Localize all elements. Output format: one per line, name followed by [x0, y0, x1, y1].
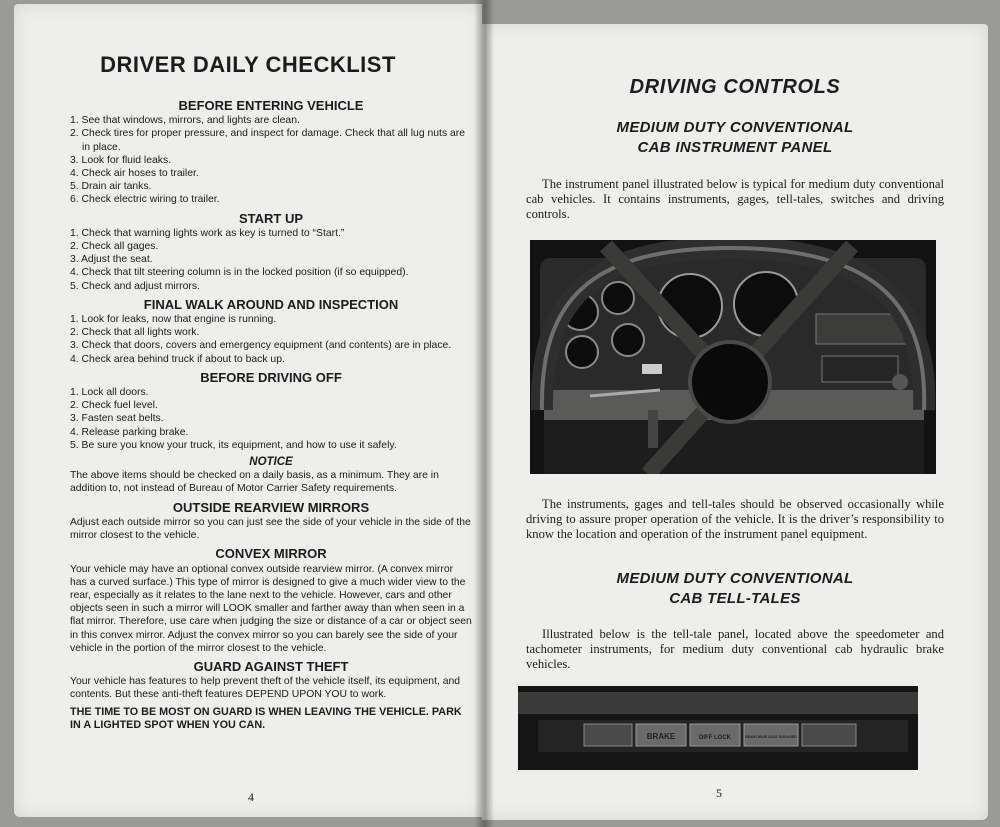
- list-item: 3. Adjust the seat.: [70, 254, 153, 266]
- list-item: 1. Look for leaks, now that engine is running.: [70, 314, 277, 326]
- subheading-instrument-panel: [482, 118, 988, 158]
- notice-text: The above items should be checked on a daily basis, as a minimum. They are in addition to, not instead of Bureau of Motor Carrier Safety requirements.: [70, 470, 439, 495]
- list-item: 2. Check fuel level.: [70, 400, 158, 412]
- section-heading-convex-mirror: CONVEX MIRROR: [215, 546, 327, 562]
- list-item: 3. Fasten seat belts.: [70, 413, 164, 425]
- section-heading-before-entering: BEFORE ENTERING VEHICLE: [178, 98, 364, 113]
- list-item: 4. Release parking brake.: [70, 426, 189, 438]
- section-heading-outside-mirrors: OUTSIDE REARVIEW MIRRORS: [172, 499, 370, 515]
- list-item: 5. Drain air tanks.: [70, 181, 152, 193]
- book-gutter: [474, 0, 494, 827]
- right-page: [482, 24, 988, 820]
- list-item: 6. Check electric wiring to trailer.: [70, 194, 220, 206]
- subheading-tell-tales: [482, 569, 988, 609]
- convex-mirror-text: Your vehicle may have an optional convex outside rearview mirror. (A convex mirror has a curved surface.) This type of mirror is designed to give a much wider view to the rear, especially as it relates to the lane next to the vehicle. However, cars and other objects seen in such a mirror will LOOK smaller and farther away than when seen in a flat mirror. Therefore, use care when judging the size or distance of a car or object seen in this convex mirror. Adjust the convex mirror so you can barely see the side of your vehicle in the portion of the mirror closest to the vehicle.: [70, 563, 472, 654]
- subheading-line: MEDIUM DUTY CONVENTIONAL: [616, 119, 854, 136]
- checklist-final-walk: [70, 313, 472, 366]
- list-item: 1. See that windows, mirrors, and lights are clean.: [70, 115, 300, 127]
- section-heading-before-driving: BEFORE DRIVING OFF: [200, 369, 342, 385]
- left-page: [14, 4, 482, 817]
- list-item: 4. Check air hoses to trailer.: [70, 168, 199, 180]
- list-item: 4. Check that tilt steering column is in the locked position (if so equipped).: [70, 267, 409, 279]
- section-heading-theft: GUARD AGAINST THEFT: [193, 658, 349, 674]
- page-title: DRIVER DAILY CHECKLIST: [100, 52, 396, 77]
- checklist-body: [70, 94, 472, 732]
- instrument-panel-guidance: The instruments, gages and tell-tales should be observed occasionally while driving to assure proper operation of the vehicle. It is the driver’s responsibility to know the location and operation of the instrument panel equipment.: [526, 496, 944, 541]
- theft-warning: THE TIME TO BE MOST ON GUARD IS WHEN LEAVING THE VEHICLE. PARK IN A LIGHTED SPOT WHEN YOU CAN.: [70, 705, 462, 731]
- tell-tale-illustration: [518, 686, 918, 770]
- section-heading-final-walk: FINAL WALK AROUND AND INSPECTION: [143, 296, 399, 312]
- dashboard-illustration: [530, 240, 936, 474]
- list-item: 5. Be sure you know your truck, its equipment, and how to use it safely.: [70, 439, 397, 451]
- checklist-before-entering: [70, 114, 472, 206]
- checklist-start-up: [70, 227, 472, 293]
- section-heading-start-up: START UP: [238, 210, 304, 226]
- list-item: 5. Check and adjust mirrors.: [70, 280, 200, 292]
- tell-tale-panel-photo: [518, 686, 918, 770]
- theft-text: Your vehicle has features to help prevent theft of the vehicle itself, its equipment, and contents. But these anti-theft features DEPEND UPON YOU to work.: [70, 676, 461, 701]
- subheading-line: CAB INSTRUMENT PANEL: [637, 139, 833, 156]
- list-item: 2. Check all gages.: [70, 241, 159, 253]
- subheading-line: MEDIUM DUTY CONVENTIONAL: [616, 570, 854, 587]
- notice-heading: NOTICE: [249, 456, 293, 469]
- tell-tale-rear-axle-label: REAR DRIVE AXLE ENGAGED: [745, 735, 797, 739]
- page-title: DRIVING CONTROLS: [629, 76, 841, 98]
- checklist-before-driving: [70, 386, 472, 452]
- tell-tale-diff-lock-label: DIFF LOCK: [699, 735, 731, 741]
- list-item: 4. Check area behind truck if about to back up.: [70, 353, 285, 365]
- instrument-panel-photo: [530, 240, 936, 474]
- outside-mirrors-text: Adjust each outside mirror so you can just see the side of your vehicle in the side of the mirror closest to the vehicle.: [70, 516, 471, 542]
- tell-tale-brake-label: BRAKE: [646, 732, 676, 741]
- list-item: 1. Lock all doors.: [70, 387, 149, 399]
- list-item: 3. Check that doors, covers and emergency equipment (and contents) are in place.: [70, 340, 452, 352]
- subheading-line: CAB TELL-TALES: [669, 590, 801, 607]
- list-item: 3. Look for fluid leaks.: [70, 154, 172, 166]
- list-item: 2. Check that all lights work.: [70, 327, 200, 339]
- list-item: 2. Check tires for proper pressure, and inspect for damage. Check that all lug nuts are in place.: [70, 128, 466, 153]
- page-number: 5: [716, 786, 722, 800]
- tell-tale-intro: Illustrated below is the tell-tale panel, located above the speedometer and tachometer instruments, for medium duty conventional cab hydraulic brake vehicles.: [526, 626, 944, 671]
- instrument-panel-intro: The instrument panel illustrated below is typical for medium duty conventional cab vehicles. It contains instruments, gages, tell-tales, switches and driving controls.: [526, 176, 944, 221]
- page-number: 4: [248, 790, 254, 804]
- list-item: 1. Check that warning lights work as key is turned to “Start.”: [70, 227, 345, 239]
